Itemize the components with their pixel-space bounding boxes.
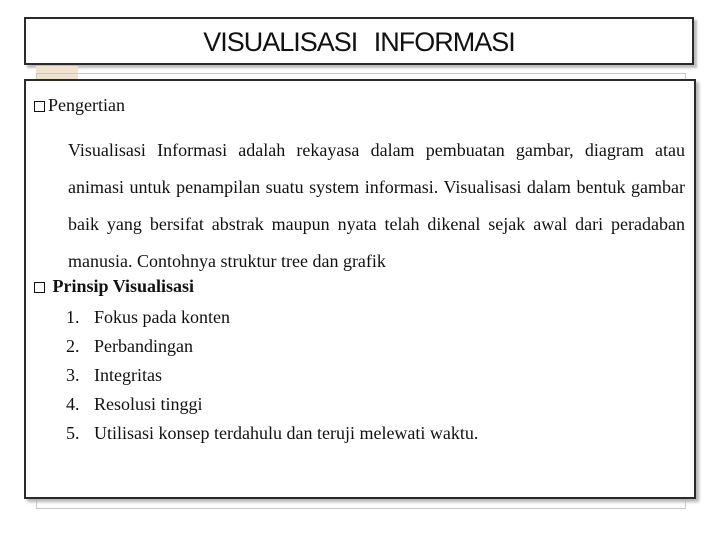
list-item-number: 2. (66, 336, 80, 356)
list-item (66, 419, 478, 448)
checkbox-bullet-icon (34, 101, 45, 112)
list-item (66, 332, 478, 361)
list-item (66, 390, 478, 419)
content-box (24, 79, 696, 499)
section-definition-heading-text: Pengertian (48, 95, 125, 115)
section-principles-heading (34, 276, 194, 297)
list-item-text: Fokus pada konten (94, 307, 230, 327)
list-item-text: Utilisasi konsep terdahulu dan teruji melewati waktu. (94, 423, 479, 443)
checkbox-bullet-icon (34, 282, 45, 293)
list-item-text: Integritas (94, 365, 162, 385)
slide-title: VISUALISASI INFORMASI (203, 27, 515, 57)
list-item (66, 303, 478, 332)
principles-list (66, 303, 478, 448)
list-item-number: 5. (66, 423, 80, 443)
list-item-text: Resolusi tinggi (94, 394, 203, 414)
list-item (66, 361, 478, 390)
list-item-text: Perbandingan (94, 336, 193, 356)
list-item-number: 4. (66, 394, 80, 414)
title-box (24, 17, 694, 65)
definition-paragraph: Visualisasi Informasi adalah rekayasa dalam pembuatan gambar, diagram atau animasi untuk penampilan suatu system informasi. Visualisasi dalam bentuk gambar baik yang bersifat abstrak maupun nyata telah dikenal sejak awal dari peradaban manusia. Contohnya struktur tree dan grafik (68, 140, 685, 271)
section-definition-heading (34, 95, 125, 116)
list-item-number: 3. (66, 365, 80, 385)
list-item-number: 1. (66, 307, 80, 327)
section-principles-heading-text: Prinsip Visualisasi (52, 276, 195, 296)
